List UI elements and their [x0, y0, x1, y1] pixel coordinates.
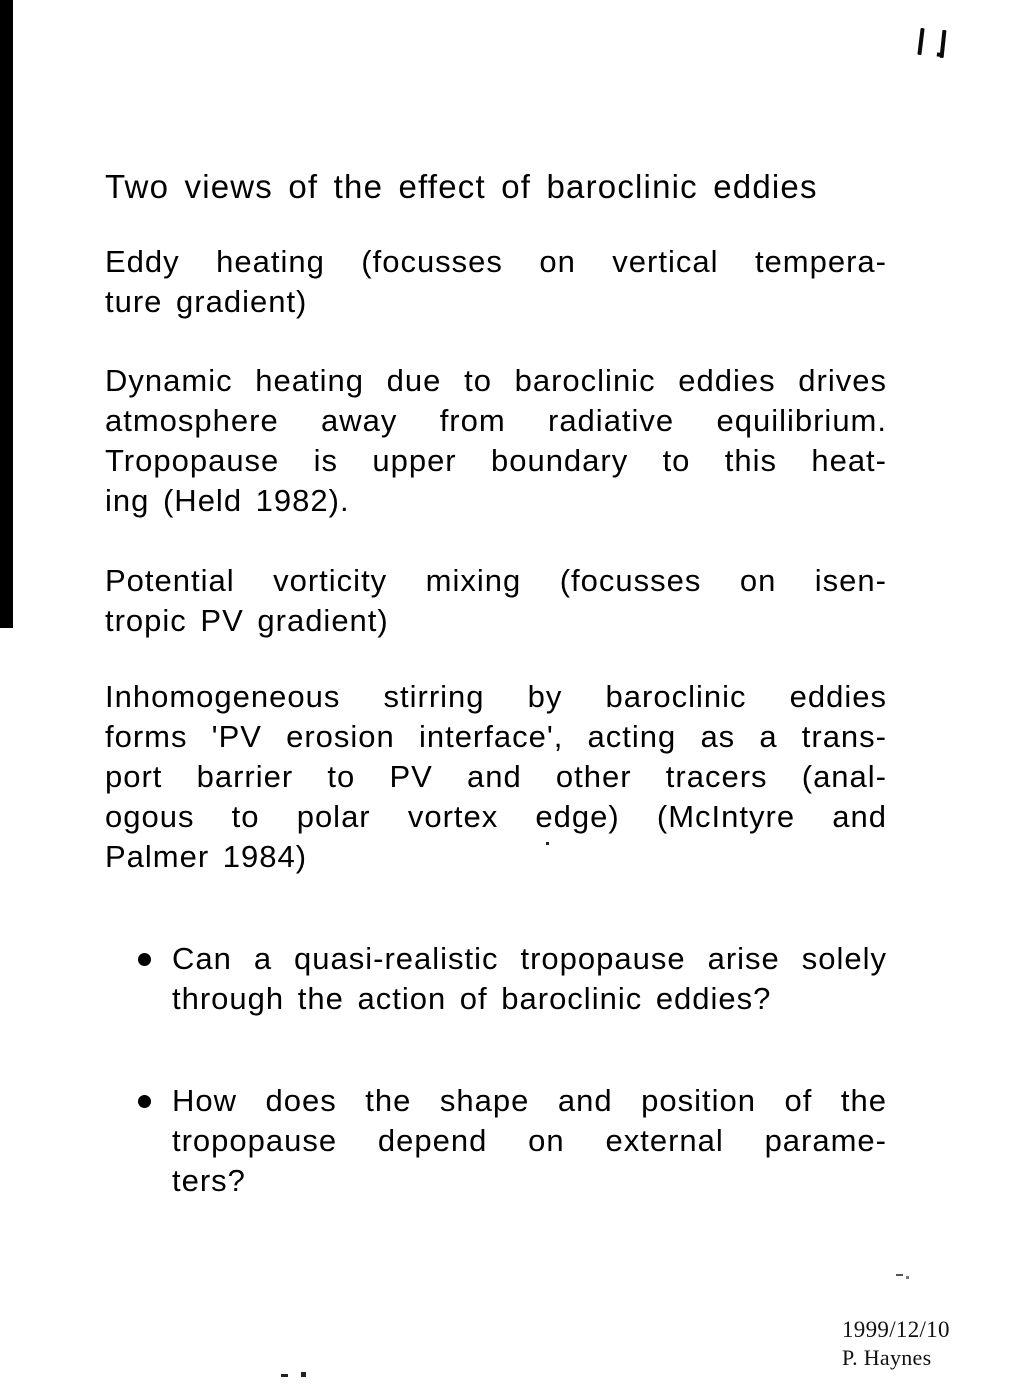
- paragraph-inhomogeneous-stirring: [105, 677, 887, 877]
- scan-speck: [301, 1372, 306, 1377]
- paragraph-dynamic-heating: [105, 361, 887, 521]
- paragraph-line: Eddy heating (focusses on vertical tempera-: [105, 244, 887, 279]
- paragraph-line: Palmer 1984): [105, 839, 308, 874]
- paragraph-line: Dynamic heating due to baroclinic eddies drives: [105, 363, 887, 398]
- footer-attribution: [842, 1316, 950, 1371]
- paragraph-line: atmosphere away from radiative equilibrium.: [105, 403, 887, 438]
- scan-speck: [906, 1276, 909, 1279]
- scan-speck: [281, 1374, 288, 1377]
- bullet-line: through the action of baroclinic eddies?: [172, 981, 772, 1016]
- bullet-line: Can a quasi-realistic tropopause arise solely: [172, 941, 887, 976]
- bullet-line: tropopause depend on external parame-: [172, 1123, 887, 1158]
- paragraph-line: Potential vorticity mixing (focusses on isen-: [105, 563, 887, 598]
- bullet-text: [172, 1081, 887, 1201]
- scan-speck: [896, 1274, 903, 1276]
- footer-author: P. Haynes: [842, 1345, 932, 1370]
- scan-edge-artifact: [0, 0, 13, 628]
- paragraph-line: Inhomogeneous stirring by baroclinic eddies: [105, 679, 887, 714]
- footer-date: 1999/12/10: [842, 1317, 950, 1342]
- bullet-line: How does the shape and position of the: [172, 1083, 887, 1118]
- bullet-text: [172, 939, 887, 1019]
- page-title: Two views of the effect of baroclinic eddies: [105, 168, 818, 205]
- handwritten-stroke: [917, 28, 924, 55]
- paragraph-line: forms 'PV erosion interface', acting as a trans-: [105, 719, 887, 754]
- bullet-line: ters?: [172, 1163, 246, 1198]
- paragraph-line: ogous to polar vortex edge) (McIntyre and: [105, 799, 887, 834]
- handwritten-page-number: [913, 24, 957, 64]
- paragraph-line: Tropopause is upper boundary to this heat-: [105, 443, 887, 478]
- paragraph-eddy-heating: [105, 242, 887, 322]
- paragraph-line: ing (Held 1982).: [105, 483, 350, 518]
- paragraph-line: tropic PV gradient): [105, 603, 389, 638]
- paragraph-line: ture gradient): [105, 284, 308, 319]
- bullet-icon: [138, 1095, 151, 1108]
- bullet-item-shape-position-tropopause: [138, 1081, 887, 1201]
- paragraph-line: port barrier to PV and other tracers (anal-: [105, 759, 887, 794]
- scan-speck: [546, 842, 549, 845]
- handwritten-stroke: [940, 30, 947, 58]
- bullet-item-quasi-realistic-tropopause: [138, 939, 887, 1019]
- bullet-icon: [138, 953, 151, 966]
- paragraph-pv-mixing: [105, 561, 887, 641]
